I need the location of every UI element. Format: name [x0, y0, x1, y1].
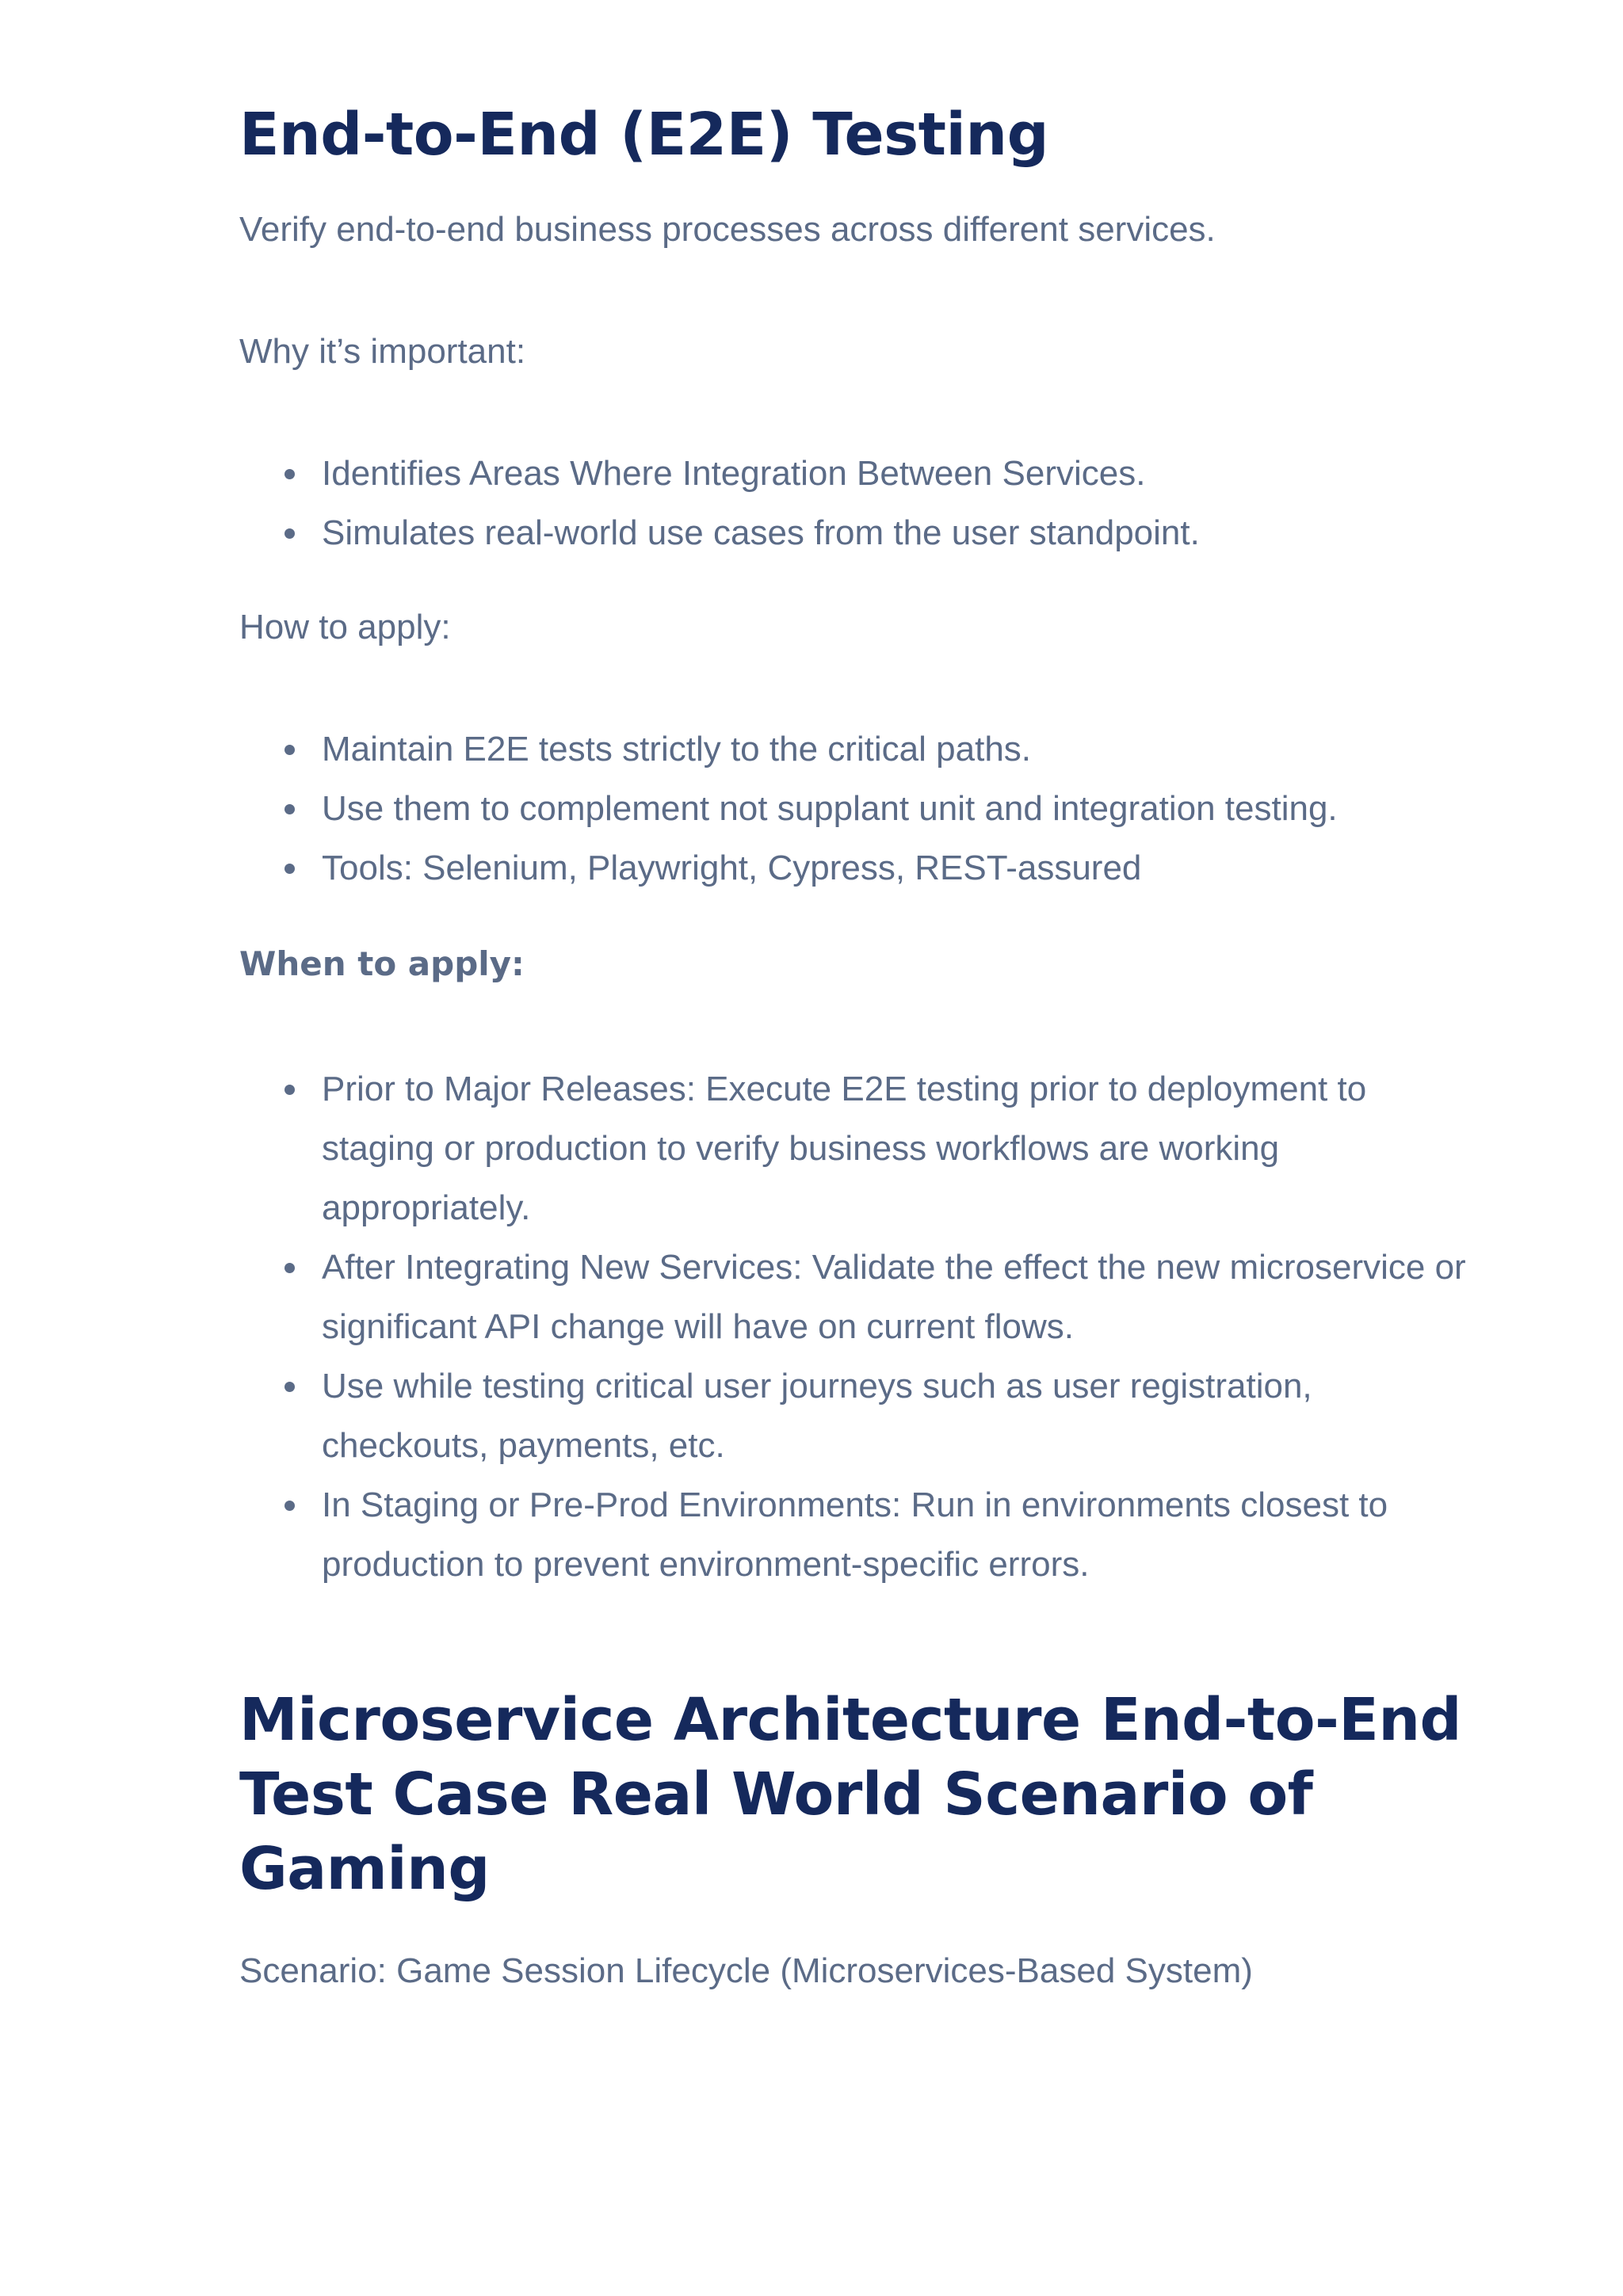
list-item: Identifies Areas Where Integration Between Services. [239, 444, 1476, 503]
how-to-apply-list [239, 719, 1476, 898]
page-title: End-to-End (E2E) Testing [239, 101, 1049, 169]
list-item: Use them to complement not supplant unit and integration testing. [239, 779, 1476, 838]
why-important-list [239, 444, 1476, 563]
list-item: After Integrating New Services: Validate the effect the new microservice or significant API change will have on current flows. [239, 1238, 1476, 1356]
article [239, 93, 1476, 2001]
how-to-apply-label: How to apply: [239, 608, 451, 646]
list-item: Prior to Major Releases: Execute E2E testing prior to deployment to staging or production to verify business workflows are working appropriately. [239, 1059, 1476, 1238]
scenario-paragraph: Scenario: Game Session Lifecycle (Microservices-Based System) [239, 1951, 1253, 1990]
intro-paragraph: Verify end-to-end business processes across different services. [239, 210, 1216, 249]
section-heading: Microservice Architecture End-to-End Test Case Real World Scenario of Gaming [239, 1686, 1461, 1903]
why-important-label: Why it’s important: [239, 332, 526, 371]
list-item: Tools: Selenium, Playwright, Cypress, REST-assured [239, 838, 1476, 898]
when-to-apply-label: When to apply: [239, 944, 525, 983]
when-to-apply-list [239, 1059, 1476, 1594]
list-item: In Staging or Pre-Prod Environments: Run in environments closest to production to prevent environment-specific errors. [239, 1475, 1476, 1594]
list-item: Use while testing critical user journeys such as user registration, checkouts, payments, etc. [239, 1356, 1476, 1475]
list-item: Maintain E2E tests strictly to the critical paths. [239, 719, 1476, 779]
list-item: Simulates real-world use cases from the user standpoint. [239, 503, 1476, 563]
